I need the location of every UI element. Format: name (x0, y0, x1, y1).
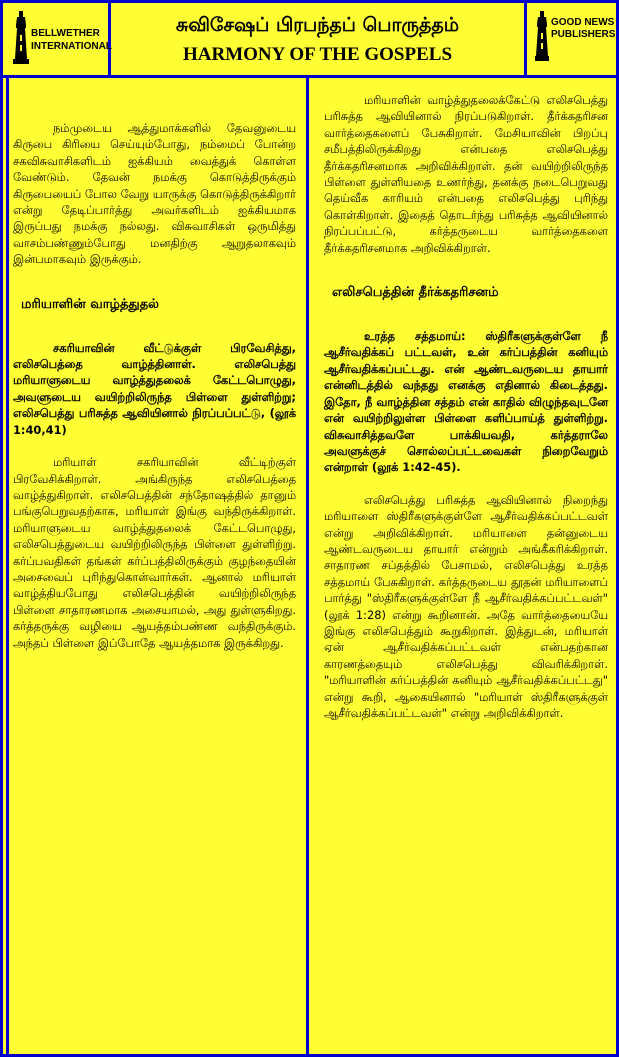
right-logo-line2: PUBLISHERS (551, 29, 616, 40)
left-section-heading: மரியாளின் வாழ்த்துதல் (21, 296, 159, 312)
title-english: HARMONY OF THE GOSPELS (182, 44, 453, 65)
right-logo-line1: GOOD NEWS (551, 17, 615, 28)
right-verse-quote: உரத்த சத்தமாய்: ஸ்திரீகளுக்குள்ளே நீ ஆசீர்வதிக்கப் பட்டவள், உன் கர்ப்பத்தின் கனியும் ஆசீர்வதிக்கப்பட்டது. என் ஆண்டவருடைய தாயார் என்னிடத்தில் வந்தது எனக்கு எதினால் கிடைத்தது. இதோ, நீ வாழ்த்தின சத்தம் என் காதில் விழுந்தவுடனே என் வயிற்றிலுள்ள பிள்ளை களிப்பாய்த் துள்ளிற்று. விசுவாசித்தவளே பாக்கியவதி, கர்த்தராலே அவளுக்குச் சொல்லப்பட்டவைகள் நிறைவேறும் என்றாள் (லூக் 1:42-45). (324, 329, 608, 475)
right-intro-paragraph: மரியாளின் வாழ்த்துதலைக்கேட்டு எலிசபெத்து பரிசுத்த ஆவியினால் நிரப்படுகிறாள். தீர்க்கதரிசன வார்த்தைகளைப் பேசுகிறாள். மேசியாவின் பிறப்பு சமீபத்திலிருக்கிறது என்பதை எலிசபெத்து தீர்க்கதரிசனமாக அறிவிக்கிறாள். தன் வயிற்றிலிருந்த பிள்ளை துள்ளியதை உணர்ந்து, தனக்கு நடைபெறுவது தெய்வீக காரியம் என்பதை எலிசபெத்து புரிந்து கொள்கிறாள். இதைத் தொடர்ந்து பரிசுத்த ஆவியினால் நிரப்பப்பட்டு, கர்த்தருடைய வார்த்தைகளை தீர்க்கதரிசனமாக அறிவிக்கிறாள். (324, 93, 608, 255)
tower-icon (13, 11, 29, 67)
right-column (312, 78, 616, 1054)
left-body-paragraph: மரியாள் சகரியாவின் வீட்டிற்குள் பிரவேசிக்கிறாள். அங்கிருந்த எலிசபெத்தை வாழ்த்துகிறாள். எலிசபெத்தின் சந்தோஷத்தில் தானும் பங்குபெறுவதற்காக, மரியாள் இங்கு வந்திருக்கிறாள். மரியாளுடைய வாழ்த்துதலைக் கேட்டபொழுது, எலிசபெத்துடைய வயிற்றிலிருந்த பிள்ளை துள்ளிற்று. கர்ப்பவதிகள் தங்கள் கர்ப்பத்திலிருக்கும் குழந்தையின் அசைவைப் புரிந்துகொள்வார்கள். ஆனால் மரியாள் வாழ்த்தியபோது எலிசபெத்தின் வயிற்றிலிருந்த பிள்ளை சாதாரணமாக அசையாமல், அது துள்ளுகிறது. கர்த்தருக்கு வழியை ஆயத்தம்பண்ண வந்திருக்கும். அந்தப் பிள்ளை இப்போதே ஆயத்தமாக இருக்கிறது. (13, 455, 296, 650)
tower-icon (535, 11, 549, 63)
content-area (0, 78, 619, 1057)
title-tamil: சுவிசேஷப் பிரபந்தப் பொருத்தம் (175, 14, 460, 36)
header (0, 0, 619, 78)
left-column (9, 78, 309, 1054)
left-logo-line1: BELLWETHER (31, 28, 100, 39)
right-section-heading: எலிசபெத்தின் தீர்க்கதரிசனம் (332, 285, 499, 301)
bellwether-logo (3, 3, 111, 75)
title-block (111, 3, 524, 75)
left-intro-paragraph: நம்முடைய ஆத்துமாக்களில் தேவனுடைய கிருபை கிரியை செய்யும்போது, நம்மைப் போன்ற சகவிசுவாசிகளிடம் ஐக்கியம் வைத்துக் கொள்ள வேண்டும். தேவன் நமக்கு கொடுத்திருக்கும் கிருபையைப் போல வேறு யாருக்கு கொடுத்திருக்கிறார் என்று தேடிப்பார்த்து அவர்களிடம் ஐக்கியமாக இருப்பது நமக்கு நல்லது. விசுவாசிகள் ஒருமித்து வாசம்பண்ணும்போது மனதிற்கு ஆறுதலாகவும் இன்பமாகவும் இருக்கும். (13, 121, 296, 267)
good-news-logo (524, 3, 616, 75)
left-verse-quote: சகரியாவின் வீட்டுக்குள் பிரவேசித்து, எலிசபெத்தை வாழ்த்தினாள். எலிசபெத்து மரியாளுடைய வாழ்த்துதலைக் கேட்டபொழுது, அவளுடைய வயிற்றிலிருந்த பிள்ளை துள்ளிற்று; எலிசபெத்து பரிசுத்த ஆவியினால் நிரப்பப்பட்டு, (லூக் 1:40,41) (13, 340, 296, 437)
left-logo-line2: INTERNATIONAL (31, 41, 112, 52)
right-body-paragraph: எலிசபெத்து பரிசுத்த ஆவியினால் நிறைந்து மரியாளை ஸ்திரீகளுக்குள்ளே ஆசீர்வதிக்கப்பட்டவள் என்று அறிவிக்கிறாள். மரியாளை தன்னுடைய ஆண்டவருடைய தாயார் என்றும் அங்கீகரிக்கிறாள். சாதாரண சப்தத்தில் பேசாமல், எலிசபெத்து உரத்த சத்தமாய் பேசுகிறாள். கர்த்தருடைய தூதன் மரியாளைப் பார்த்து "ஸ்திரீகளுக்குள்ளே நீ ஆசீர்வதிக்கப்பட்டவள்" (லூக் 1:28) என்று கூறினான். அதே வார்த்தையையே இங்கு எலிசபெத்தும் கூறுகிறாள். இத்துடன், மரியாள் ஏன் ஆசீர்வதிக்கப்பட்டவள் என்பதற்கான காரணத்தையும் எலிசபெத்து விவரிக்கிறாள். "மரியாளின் கர்ப்பத்தின் கனியும் ஆசீர்வதிக்கப்பட்டது" என்று கூறி, ஆகையினால் "மரியாள் ஸ்திரீகளுக்குள் ஆசீர்வதிக்கப்பட்டவள்" என்று அறிவிக்கிறாள். (324, 492, 608, 720)
